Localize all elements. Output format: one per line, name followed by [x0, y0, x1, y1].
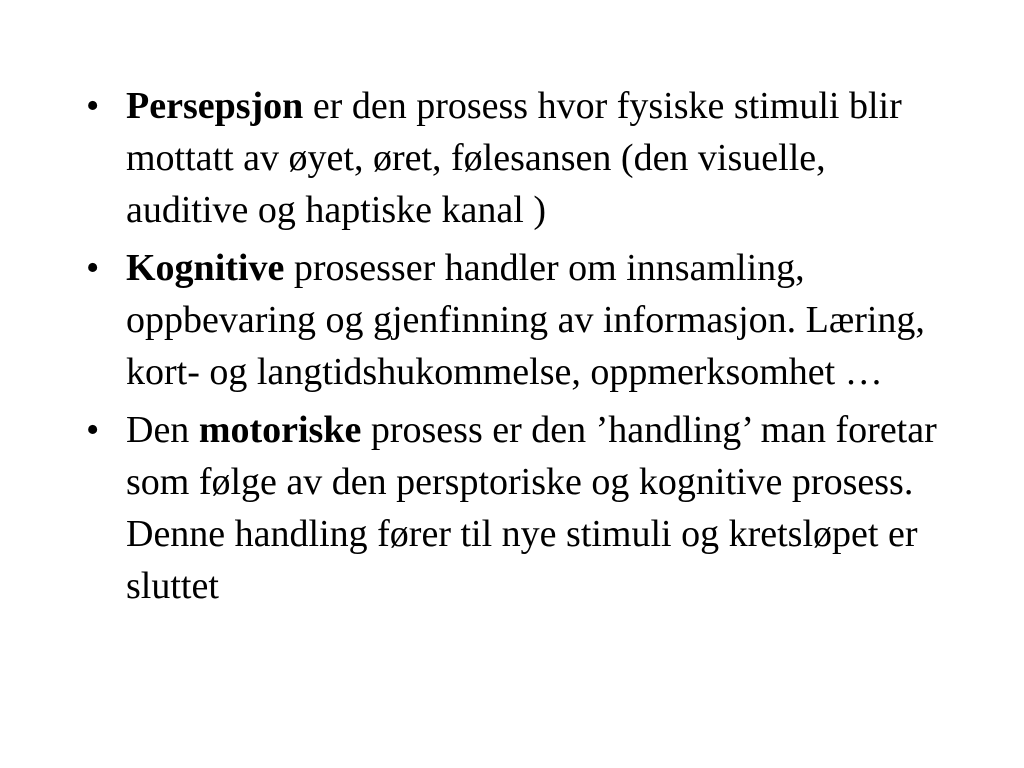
- bullet-list: [86, 80, 946, 618]
- bullet-text: prosesser handler om innsamling, oppbevaring og gjenfinning av informasjon. Læring, kort- og langtidshukommelse, oppmerksomhet …: [126, 247, 925, 393]
- bullet-marker: •: [86, 247, 100, 289]
- bullet-marker: •: [86, 85, 100, 127]
- bullet-text: er den prosess hvor fysiske stimuli blir mottatt av øyet, øret, følesansen (den visuelle, auditive og haptiske kanal ): [126, 85, 902, 231]
- bullet-item-persepsjon: [86, 80, 946, 236]
- bullet-marker: •: [86, 409, 100, 451]
- term-kognitive: Kognitive: [126, 247, 285, 289]
- bullet-text: prosess er den ’handling’ man foretar som følge av den persptoriske og kognitive prosess. Denne handling fører til nye stimuli og kretsløpet er sluttet: [126, 409, 937, 607]
- term-motoriske: motoriske: [198, 409, 362, 451]
- bullet-item-kognitive: [86, 242, 946, 398]
- term-persepsjon: Persepsjon: [126, 85, 304, 127]
- bullet-prefix: Den: [126, 409, 199, 451]
- bullet-item-motoriske: [86, 404, 946, 612]
